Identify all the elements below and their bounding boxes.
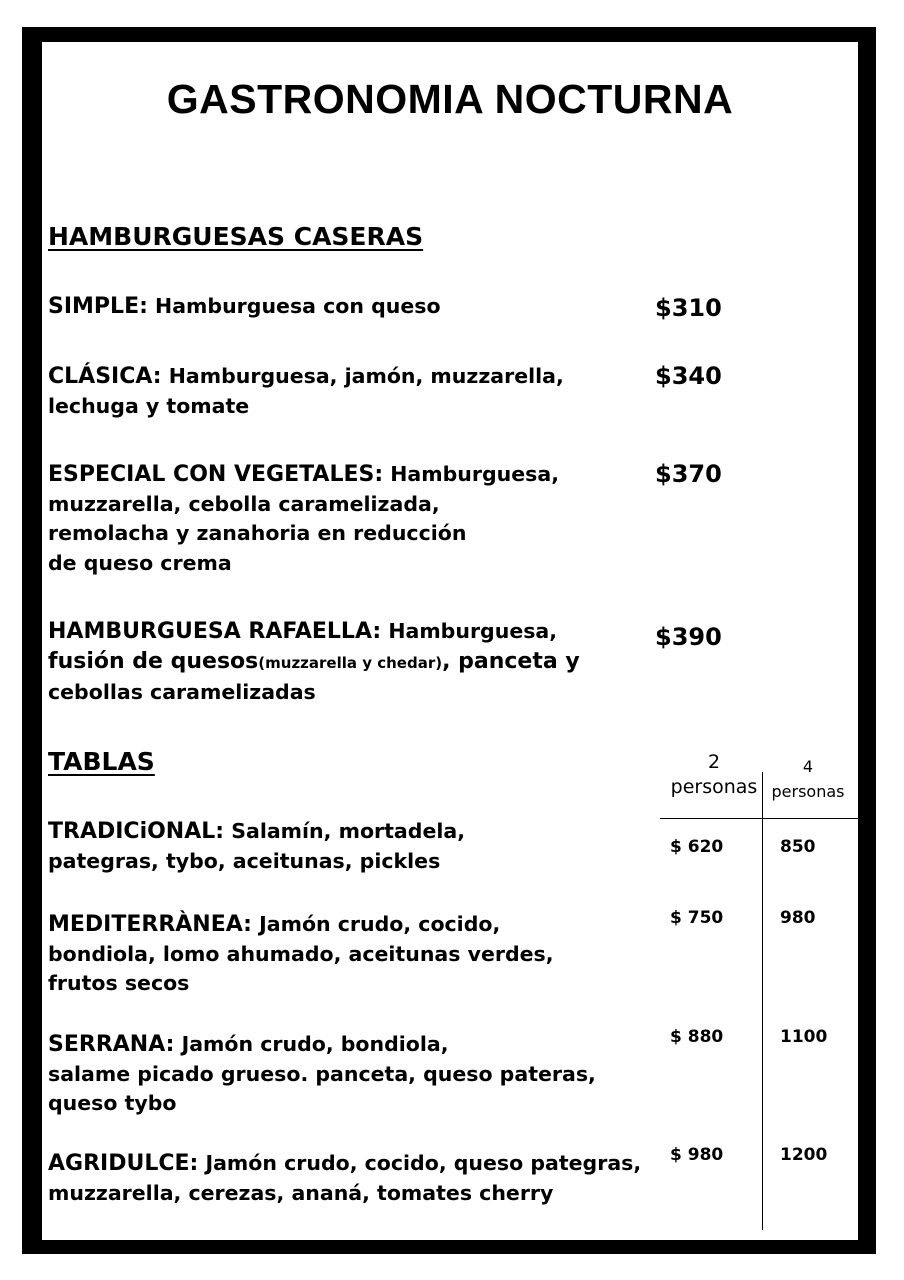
item-description: fusión de quesos bbox=[48, 648, 259, 674]
price-4-personas: 1100 bbox=[780, 1027, 828, 1047]
price-4-personas: 850 bbox=[780, 837, 816, 857]
item-description: Salamín, mortadela, bbox=[224, 819, 465, 843]
page-title: GASTRONOMIA NOCTURNA bbox=[166, 76, 734, 122]
item-description: muzzarella, cerezas, ananá, tomates cherry bbox=[48, 1180, 554, 1205]
item-price: $310 bbox=[655, 294, 722, 322]
price-2-personas: $ 980 bbox=[670, 1145, 724, 1165]
menu-page bbox=[42, 42, 858, 1240]
item-description: lechuga y tomate bbox=[48, 393, 250, 418]
column-header-count: 4 bbox=[802, 757, 814, 776]
column-header-label: personas bbox=[771, 782, 845, 801]
item-name: SIMPLE: bbox=[48, 294, 148, 319]
price-2-personas: $ 750 bbox=[670, 908, 724, 928]
column-header-count: 2 bbox=[707, 751, 721, 773]
item-name: HAMBURGUESA RAFAELLA: bbox=[48, 619, 382, 644]
item-description-note: (muzzarella y chedar) bbox=[258, 653, 443, 672]
menu-item-serrana bbox=[48, 1030, 596, 1119]
item-description: Hamburguesa, bbox=[383, 462, 560, 486]
menu-item-especial bbox=[48, 460, 559, 578]
item-price: $340 bbox=[655, 362, 722, 390]
item-description: Hamburguesa, bbox=[381, 619, 558, 643]
item-description: de queso crema bbox=[48, 550, 232, 575]
menu-item-simple bbox=[48, 292, 441, 322]
item-price: $370 bbox=[655, 460, 722, 488]
column-header-2-personas bbox=[670, 750, 758, 800]
item-description: Jamón crudo, cocido, bbox=[251, 912, 501, 936]
item-description: Hamburguesa, jamón, muzzarella, bbox=[161, 364, 564, 388]
menu-item-clasica bbox=[48, 362, 564, 421]
item-description: cebollas caramelizadas bbox=[48, 680, 316, 704]
item-description: Jamón crudo, bondiola, bbox=[174, 1032, 449, 1056]
column-header-4-personas bbox=[764, 754, 852, 804]
price-2-personas: $ 620 bbox=[670, 837, 724, 857]
table-column-divider bbox=[762, 772, 763, 1230]
item-name: SERRANA: bbox=[48, 1032, 175, 1057]
price-4-personas: 980 bbox=[780, 908, 816, 928]
item-description: , panceta y bbox=[442, 648, 580, 674]
item-name: CLÁSICA: bbox=[48, 364, 162, 389]
item-name: AGRIDULCE: bbox=[48, 1151, 199, 1176]
section-heading-hamburguesas: HAMBURGUESAS CASERAS bbox=[48, 222, 424, 251]
item-name: ESPECIAL CON VEGETALES: bbox=[48, 462, 384, 487]
menu-item-rafaella bbox=[48, 617, 580, 708]
item-name: TRADICiONAL: bbox=[48, 819, 225, 844]
column-header-label: personas bbox=[670, 776, 758, 798]
menu-item-tradicional bbox=[48, 817, 465, 876]
item-description: pategras, tybo, aceitunas, pickles bbox=[48, 848, 441, 873]
item-name: MEDITERRÀNEA: bbox=[48, 912, 252, 937]
item-description: salame picado grueso. panceta, queso pateras, bbox=[48, 1061, 596, 1086]
item-description: Hamburguesa con queso bbox=[147, 294, 441, 318]
item-description: frutos secos bbox=[48, 971, 190, 995]
menu-item-agridulce bbox=[48, 1149, 641, 1208]
section-heading-tablas: TABLAS bbox=[48, 747, 155, 776]
item-description: Jamón crudo, cocido, queso pategras, bbox=[198, 1151, 642, 1175]
price-2-personas: $ 880 bbox=[670, 1027, 724, 1047]
table-header-divider bbox=[660, 818, 858, 819]
item-price: $390 bbox=[655, 623, 722, 651]
menu-item-mediterranea bbox=[48, 910, 554, 999]
item-description: bondiola, lomo ahumado, aceitunas verdes, bbox=[48, 941, 554, 966]
item-description: queso tybo bbox=[48, 1091, 177, 1115]
menu-border bbox=[22, 27, 876, 1254]
price-4-personas: 1200 bbox=[780, 1145, 828, 1165]
item-description: remolacha y zanahoria en reducción bbox=[48, 521, 467, 545]
item-description: muzzarella, cebolla caramelizada, bbox=[48, 491, 440, 516]
